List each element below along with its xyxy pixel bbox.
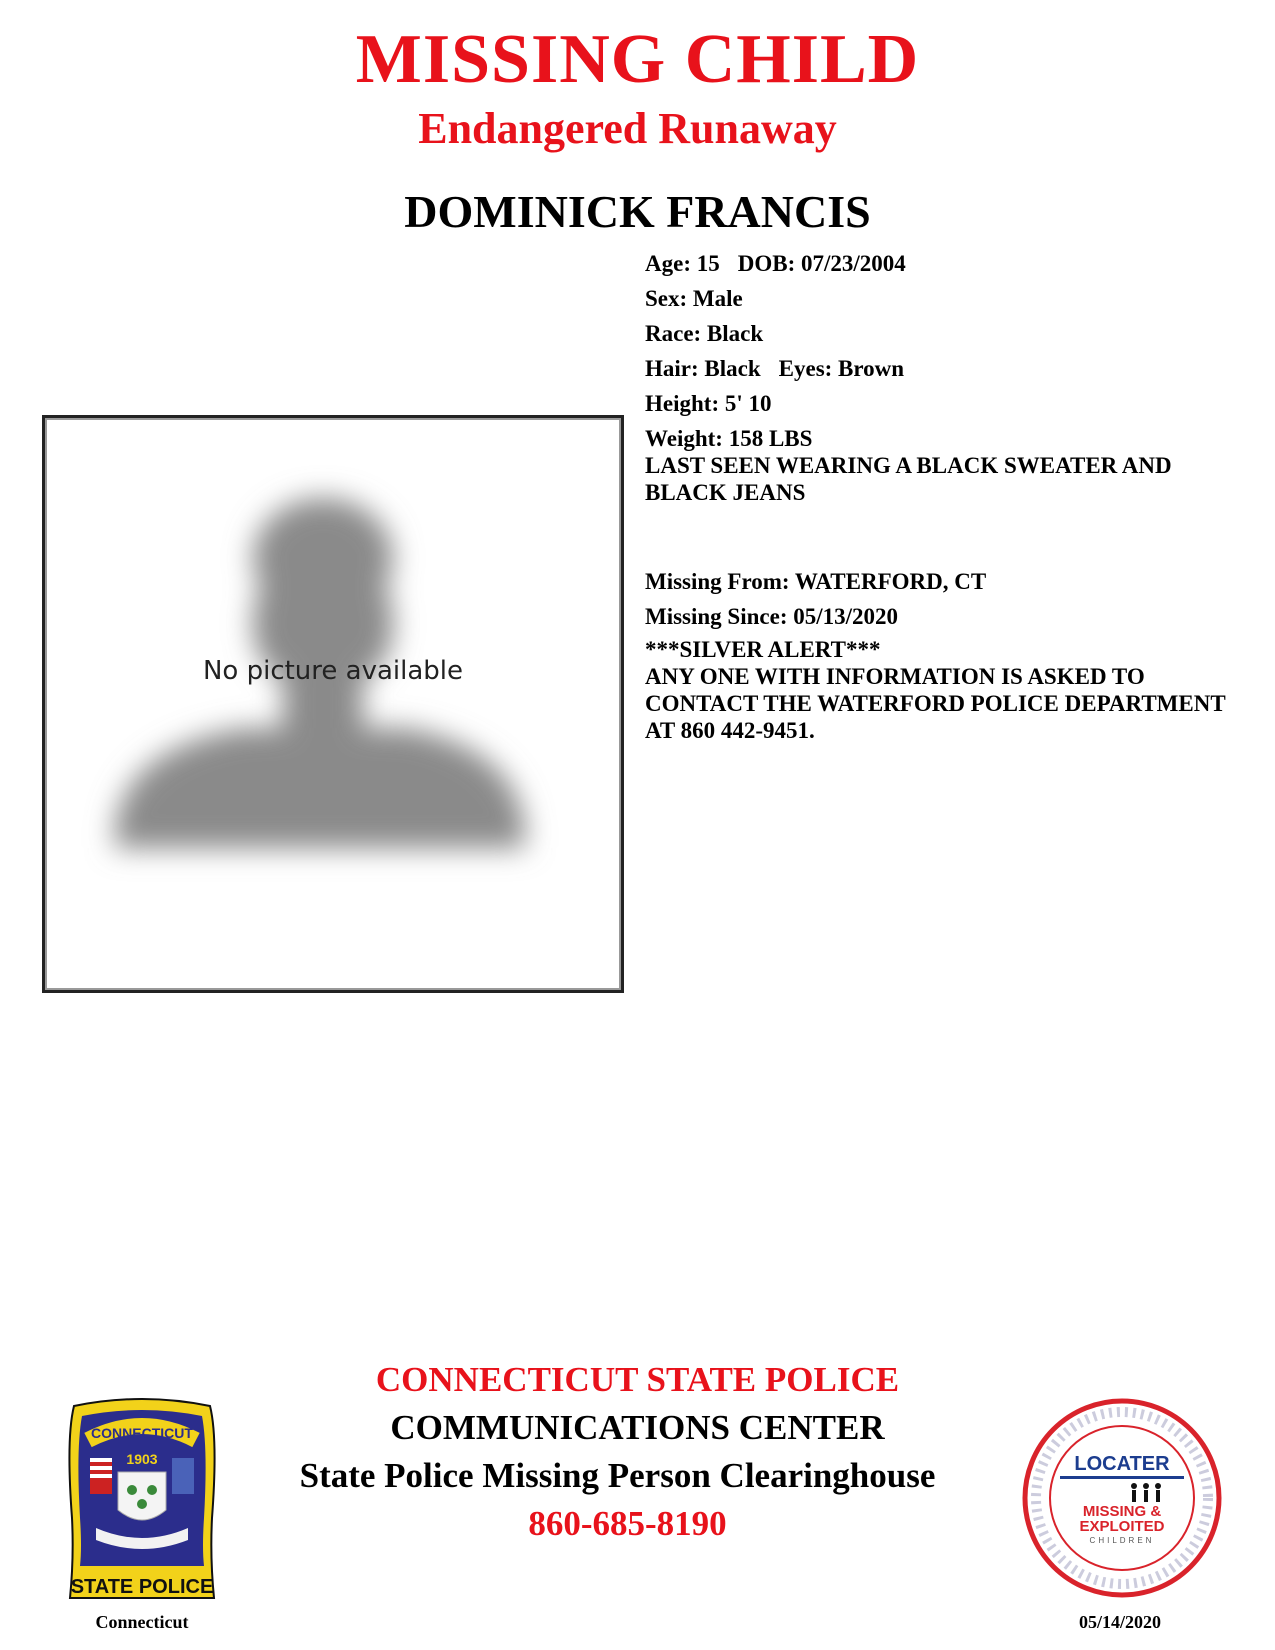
eyes-value: Eyes: Brown	[778, 356, 905, 381]
state-police-badge-logo	[62, 1398, 222, 1608]
height-value: Height: 5' 10	[645, 391, 772, 416]
badge-year: 1903	[126, 1451, 158, 1467]
missing-since-value: Missing Since: 05/13/2020	[645, 604, 899, 629]
alert-title: ***SILVER ALERT***	[645, 637, 881, 662]
sex-value: Sex: Male	[645, 286, 743, 311]
age-dob-row	[645, 250, 1245, 285]
hair-eyes-row	[645, 355, 1245, 390]
locater-line2: EXPLOITED	[1079, 1518, 1165, 1535]
dob-value: DOB: 07/23/2004	[737, 251, 906, 276]
badge-top-text: CONNECTICUT	[91, 1425, 193, 1441]
missing-from-value: Missing From: WATERFORD, CT	[645, 569, 987, 594]
badge-bottom-text: STATE POLICE	[70, 1576, 214, 1598]
communications-center: COMMUNICATIONS CENTER	[390, 1408, 885, 1447]
page-subtitle: Endangered Runaway	[418, 104, 837, 153]
age-value: Age: 15	[645, 251, 720, 276]
no-picture-label: No picture available	[202, 656, 464, 686]
silhouette-icon	[45, 418, 621, 990]
alert-text: ANY ONE WITH INFORMATION IS ASKED TO CONTACT THE WATERFORD POLICE DEPARTMENT AT 860 442-9451.	[645, 664, 1226, 743]
locater-line1: MISSING &	[1082, 1503, 1162, 1520]
weight-value: Weight: 158 LBS	[645, 426, 813, 451]
locater-line3: CHILDREN	[1089, 1536, 1155, 1545]
page-title: MISSING CHILD	[355, 21, 920, 98]
footer-date: 05/14/2020	[1078, 1612, 1161, 1632]
contact-phone: 860-685-8190	[528, 1504, 727, 1543]
race-value: Race: Black	[645, 321, 764, 346]
last-seen-description: LAST SEEN WEARING A BLACK SWEATER AND BLACK JEANS	[645, 453, 1172, 505]
person-name: DOMINICK FRANCIS	[404, 186, 871, 237]
clearinghouse-name: State Police Missing Person Clearinghouse	[299, 1456, 936, 1495]
badge-caption: Connecticut	[95, 1612, 189, 1632]
person-details	[645, 250, 1245, 744]
ncmec-locater-logo	[1022, 1398, 1222, 1603]
agency-name: CONNECTICUT STATE POLICE	[375, 1360, 900, 1399]
locater-title: LOCATER	[1074, 1453, 1170, 1475]
photo-placeholder	[42, 415, 624, 993]
hair-value: Hair: Black	[645, 356, 761, 381]
